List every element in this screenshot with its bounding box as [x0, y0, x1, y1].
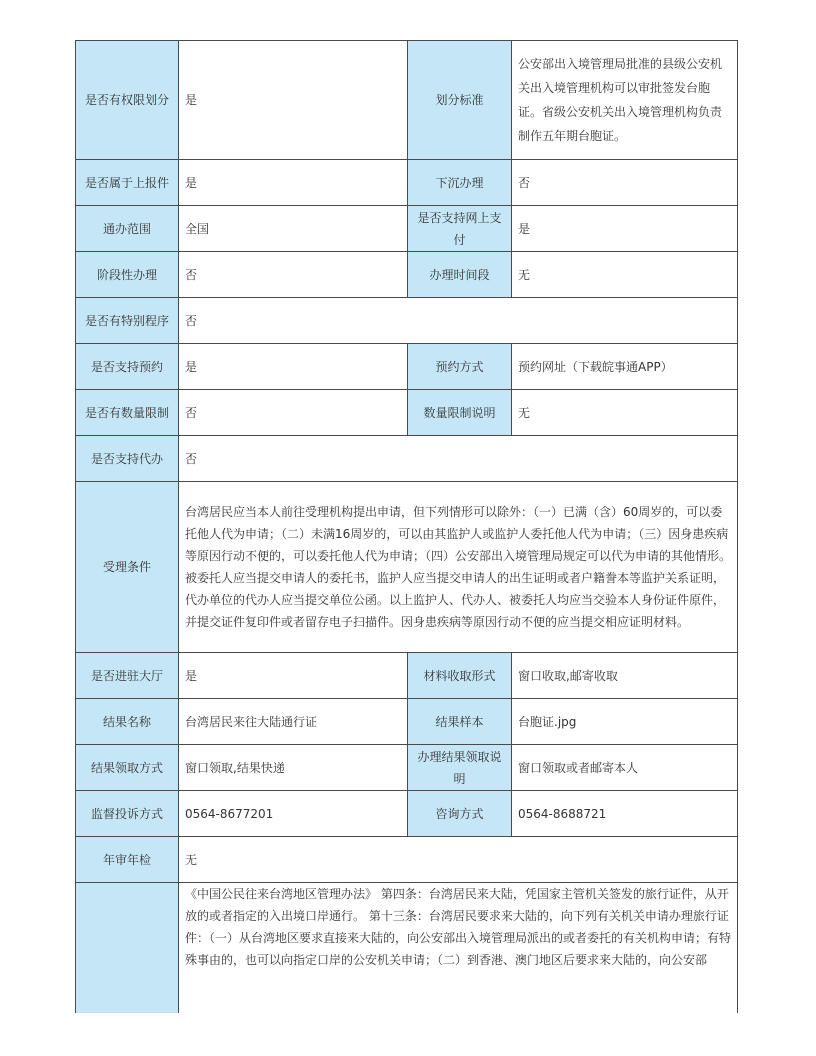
field-value: 无: [512, 252, 738, 298]
field-label: 是否有权限划分: [76, 41, 179, 160]
table-row: [76, 41, 738, 160]
table-row: [76, 252, 738, 298]
field-label: 预约方式: [408, 344, 512, 390]
field-label: 年审年检: [76, 837, 179, 883]
table-row: [76, 344, 738, 390]
field-value: 台湾居民应当本人前往受理机构提出申请，但下列情形可以除外：（一）已满（含）60周岁的，可以委托他人代为申请；（二）未满16周岁的，可以由其监护人或监护人委托他人代为申请；（三）因身患疾病等原因行动不便的，可以委托他人代为申请；（四）公安部出入境管理局规定可以代为申请的其他情形。 被委托人应当提交申请人的委托书，监护人应当提交申请人的出生证明或者户籍誊本等监护关系证明，代办单位的代办人应当提交单位公函。以上监护人、代办人、被委托人均应当交验本人身份证件原件，并提交证件复印件或者留存电子扫描件。因身患疾病等原因行动不便的应当提交相应证明材料。: [179, 482, 738, 653]
table-row: [76, 745, 738, 791]
field-label: 材料收取形式: [408, 653, 512, 699]
field-value: 无: [179, 837, 738, 883]
field-value: 是: [179, 344, 408, 390]
table-row: [76, 206, 738, 252]
field-label: 数量限制说明: [408, 390, 512, 436]
field-label: 受理条件: [76, 482, 179, 653]
field-label: 是否有数量限制: [76, 390, 179, 436]
table-row: [76, 390, 738, 436]
field-label: 办理结果领取说明: [408, 745, 512, 791]
field-label: 结果名称: [76, 699, 179, 745]
field-label: 结果样本: [408, 699, 512, 745]
field-value: 是: [179, 41, 408, 160]
field-value: 否: [179, 390, 408, 436]
field-label: 咨询方式: [408, 791, 512, 837]
field-value: 《中国公民往来台湾地区管理办法》 第四条：台湾居民来大陆，凭国家主管机关签发的旅行证件，从开放的或者指定的入出境口岸通行。 第十三条：台湾居民要求来大陆的，向下列有关机关申请办理旅行证件：（一）从台湾地区要求直接来大陆的，向公安部出入境管理局派出的或者委托的有关机构申请；有特殊事由的，也可以向指定口岸的公安机关申请；（二）到香港、澳门地区后要求来大陆的，向公安部: [179, 883, 738, 1013]
table-row: [76, 883, 738, 1013]
table-row: [76, 436, 738, 482]
table-row: [76, 837, 738, 883]
field-label: 是否属于上报件: [76, 160, 179, 206]
field-label: 是否支持代办: [76, 436, 179, 482]
table-row: [76, 791, 738, 837]
field-value: 否: [179, 252, 408, 298]
field-label: 划分标准: [408, 41, 512, 160]
field-value: 否: [179, 436, 738, 482]
table-row: [76, 160, 738, 206]
table-row: [76, 653, 738, 699]
field-value: 窗口收取,邮寄收取: [512, 653, 738, 699]
field-label: 阶段性办理: [76, 252, 179, 298]
field-value: 台湾居民来往大陆通行证: [179, 699, 408, 745]
field-value: 窗口领取或者邮寄本人: [512, 745, 738, 791]
table-row: [76, 482, 738, 653]
field-label: 通办范围: [76, 206, 179, 252]
field-label: 监督投诉方式: [76, 791, 179, 837]
field-value: 无: [512, 390, 738, 436]
field-label: [76, 883, 179, 1013]
field-value: 窗口领取,结果快递: [179, 745, 408, 791]
field-value: 公安部出入境管理局批准的县级公安机关出入境管理机构可以审批签发台胞证。省级公安机关出入境管理机构负责制作五年期台胞证。: [512, 41, 738, 160]
field-value: 是: [512, 206, 738, 252]
field-value: 0564-8677201: [179, 791, 408, 837]
field-value: 否: [179, 298, 738, 344]
field-label: 结果领取方式: [76, 745, 179, 791]
field-value: 否: [512, 160, 738, 206]
field-value: 是: [179, 653, 408, 699]
field-label: 是否支持网上支付: [408, 206, 512, 252]
field-label: 下沉办理: [408, 160, 512, 206]
field-value: 是: [179, 160, 408, 206]
field-label: 是否进驻大厅: [76, 653, 179, 699]
table-row: [76, 298, 738, 344]
field-value: 0564-8688721: [512, 791, 738, 837]
field-label: 是否有特别程序: [76, 298, 179, 344]
field-label: 是否支持预约: [76, 344, 179, 390]
field-value: 台胞证.jpg: [512, 699, 738, 745]
field-value: 预约网址（下载皖事通APP）: [512, 344, 738, 390]
table-row: [76, 699, 738, 745]
field-label: 办理时间段: [408, 252, 512, 298]
service-info-table: [75, 40, 738, 1013]
field-value: 全国: [179, 206, 408, 252]
